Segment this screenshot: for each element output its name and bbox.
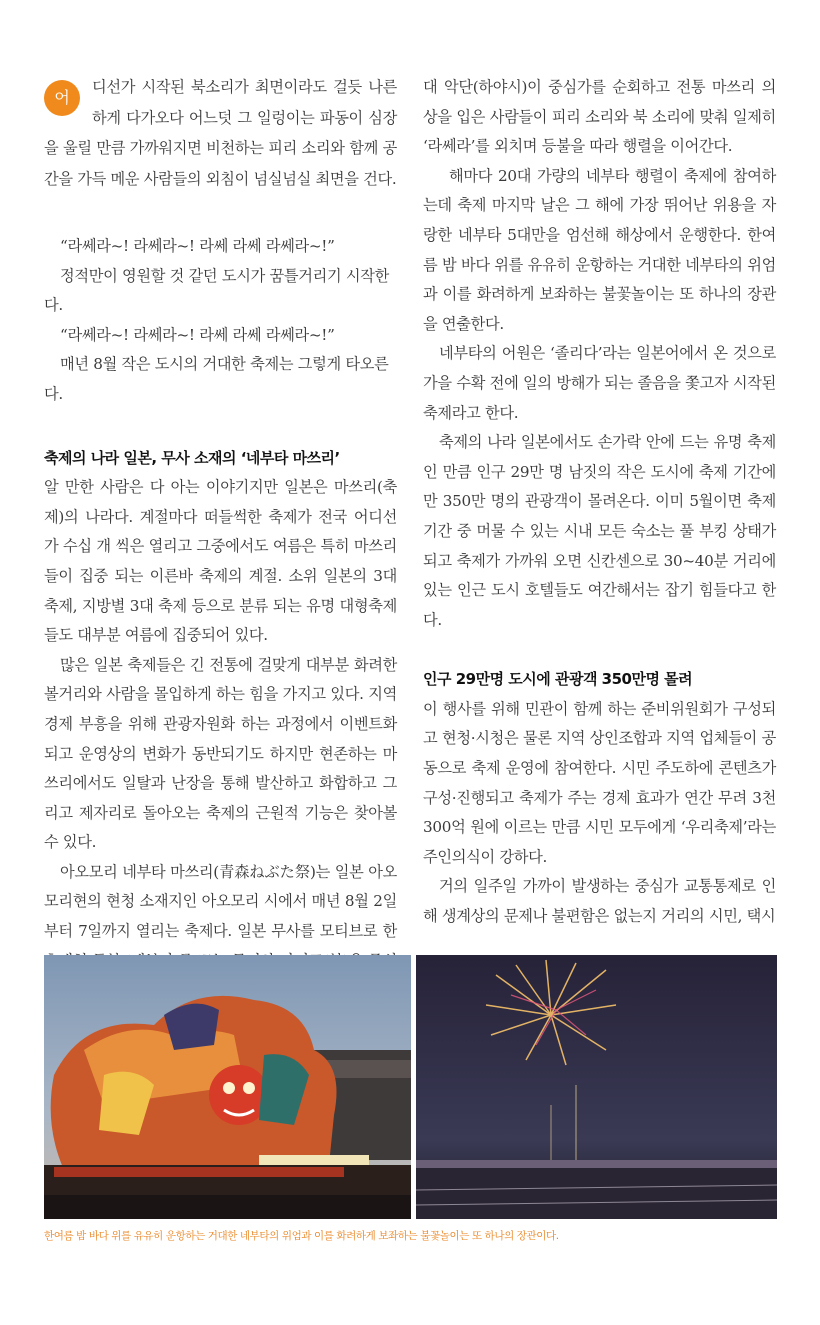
article-left-column — [44, 72, 397, 1006]
body-paragraph: 축제의 나라 일본에서도 손가락 안에 드는 유명 축제인 만큼 인구 29만 명 남짓의 작은 도시에 축제 기간에만 350만 명의 관광객이 몰려온다. 이미 5월이면 축제기간 중 머물 수 있는 시내 모든 숙소는 풀 부킹 상태가 되고 축제가 가까워 오면 신칸센으로 30~40분 거리에 있는 인근 도시 호텔들도 여간해서는 잡기 힘들다고 한다. — [423, 433, 776, 629]
body-paragraph: 해마다 20대 가량의 네부타 행렬이 축제에 참여하는데 축제 마지막 날은 그 해에 가장 뛰어난 위용을 자랑한 네부타 5대만을 엄선해 해상에서 운행한다. 한여름 밤 바다 위를 유유히 운항하는 거대한 네부타의 위엄과 이를 화려하게 보좌하는 불꽃놀이는 또 하나의 장관을 연출한다. — [423, 166, 776, 333]
body-paragraph: 네부타의 어원은 ‘졸리다’라는 일본어에서 온 것으로 가을 수확 전에 일의 방해가 되는 졸음을 쫓고자 시작된 축제라고 한다. — [423, 344, 776, 422]
section-heading-festival-nation: 축제의 나라 일본, 무사 소재의 ‘네부타 마쓰리’ — [44, 448, 340, 467]
photo-caption: 한여름 밤 바다 위를 유유히 운항하는 거대한 네부타의 위엄과 이를 화려하게 보좌하는 불꽃놀이는 또 하나의 장관이다. — [44, 1230, 559, 1242]
fireworks-photo — [416, 955, 777, 1219]
chant-follow-text: 정적만이 영원할 것 같던 도시가 꿈틀거리기 시작한다. — [44, 266, 389, 315]
intro-paragraph — [44, 72, 397, 194]
body-paragraph: 많은 일본 축제들은 긴 전통에 걸맞게 대부분 화려한 볼거리와 사람을 몰입하게 하는 힘을 가지고 있다. 지역경제 부흥을 위해 관광자원화 하는 과정에서 이벤트화되고 운영상의 변화가 동반되기도 하지만 현존하는 마쓰리에서도 일탈과 난장을 통해 발산하고 화합하고 그리고 제자리로 돌아오는 축제의 근원적 기능은 찾아볼 수 있다. — [44, 655, 397, 852]
chant-quote: “라쎄라~! 라쎄라~! 라쎄 라쎄 라쎄라~!” — [60, 237, 335, 255]
nebuta-float-image — [44, 955, 411, 1219]
body-paragraph: 거의 일주일 가까이 발생하는 중심가 교통통제로 인해 생계상의 문제나 불편함은 없는지 거리의 시민, 택시 — [423, 877, 776, 926]
intro-text: 디선가 시작된 북소리가 최면이라도 걸듯 나른하게 다가오다 어느덧 그 일렁이는 파동이 심장을 울릴 만큼 가까워지면 비천하는 피리 소리와 함께 공간을 가득 메운 사람들의 외침이 넘실넘실 최면을 건다. — [44, 78, 397, 188]
section-heading-tourists: 인구 29만명 도시에 관광객 350만명 몰려 — [423, 670, 693, 689]
body-paragraph: 알 만한 사람은 다 아는 이야기지만 일본은 마쓰리(축제)의 나라다. 계절마다 떠들썩한 축제가 전국 어디선가 수십 개 씩은 열리고 그중에서도 여름은 특히 마쓰리들이 집중 되는 이른바 축제의 계절. 소위 일본의 3대 축제, 지방별 3대 축제 등으로 분류 되는 유명 대형축제들도 대부분 여름에 집중되어 있다. — [44, 478, 397, 645]
chant-quotes — [44, 232, 397, 410]
body-paragraph-continued: 대 악단(하야시)이 중심가를 순회하고 전통 마쓰리 의상을 입은 사람들이 피리 소리와 북 소리에 맞춰 일제히 ‘라쎄라’를 외치며 등불을 따라 행렬을 이어간다. — [423, 78, 776, 156]
body-paragraph: 이 행사를 위해 민관이 함께 하는 준비위원회가 구성되고 현청·시청은 물론 지역 상인조합과 지역 업체들이 공동으로 축제 운영에 참여한다. 시민 주도하에 콘텐츠가 구성·진행되고 축제가 주는 경제 효과가 연간 무려 3천 300억 원에 이르는 만큼 시민 모두에게 ‘우리축제’라는 주인의식이 강하다. — [423, 699, 776, 866]
body-paragraph: 아오모리 네부타 마쓰리(青森ねぶた祭)는 일본 아오모리현의 현청 소재지인 아오모리 시에서 매년 8월 2일부터 7일까지 열리는 축제다. 일본 무사를 모티브로 한 — [44, 862, 397, 941]
fireworks-image — [416, 955, 777, 1219]
nebuta-float-photo — [44, 955, 411, 1219]
chant-quote: “라쎄라~! 라쎄라~! 라쎄 라쎄 라쎄라~!” — [60, 325, 335, 344]
drop-cap: 어 — [44, 80, 80, 116]
chant-follow-text: 매년 8월 작은 도시의 거대한 축제는 그렇게 타오른다. — [44, 355, 389, 403]
article-right-column — [423, 72, 776, 932]
